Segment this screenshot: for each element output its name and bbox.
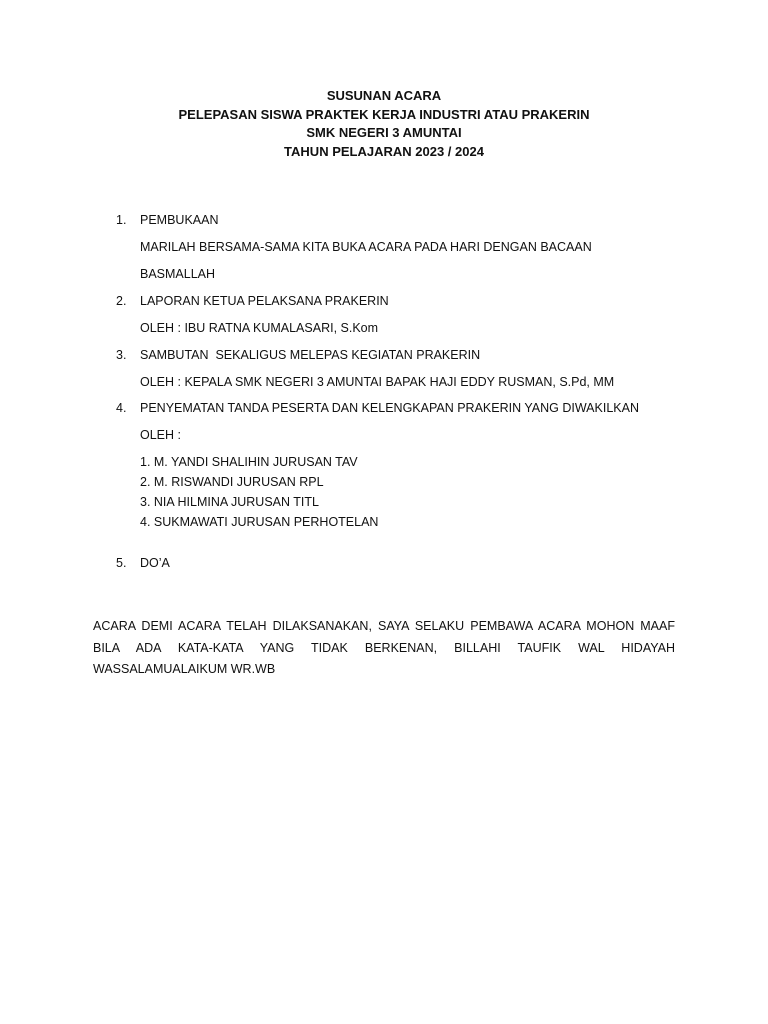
item-number: 4. — [116, 401, 127, 415]
title-line-3: SMK NEGERI 3 AMUNTAI — [306, 125, 462, 140]
item-title: SAMBUTAN SEKALIGUS MELEPAS KEGIATAN PRAKERIN — [140, 348, 481, 362]
item-detail: OLEH : — [140, 428, 181, 442]
representative-item: 3. NIA HILMINA JURUSAN TITL — [140, 495, 319, 509]
title-line-1: SUSUNAN ACARA — [326, 88, 442, 103]
title-line-2: PELEPASAN SISWA PRAKTEK KERJA INDUSTRI ATAU PRAKERIN — [178, 106, 590, 122]
item-title: PENYEMATAN TANDA PESERTA DAN KELENGKAPAN PRAKERIN YANG DIWAKILKAN — [140, 401, 639, 415]
item-detail: MARILAH BERSAMA-SAMA KITA BUKA ACARA PADA HARI DENGAN BACAAN — [140, 240, 592, 254]
representative-item: 1. M. YANDI SHALIHIN JURUSAN TAV — [140, 455, 358, 469]
representative-item: 2. M. RISWANDI JURUSAN RPL — [140, 475, 324, 489]
item-title: LAPORAN KETUA PELAKSANA PRAKERIN — [140, 294, 389, 308]
item-number: 5. — [116, 556, 127, 570]
title-line-4: TAHUN PELAJARAN 2023 / 2024 — [284, 143, 484, 159]
document-title — [0, 87, 768, 161]
item-number: 3. — [116, 348, 127, 362]
item-detail: OLEH : IBU RATNA KUMALASARI, S.Kom — [140, 321, 379, 335]
representative-item: 4. SUKMAWATI JURUSAN PERHOTELAN — [140, 515, 379, 529]
item-number: 1. — [116, 213, 127, 227]
item-detail: OLEH : KEPALA SMK NEGERI 3 AMUNTAI BAPAK HAJI EDDY RUSMAN, S.Pd, MM — [140, 375, 615, 389]
item-detail: BASMALLAH — [140, 267, 216, 281]
item-title: DO’A — [140, 556, 170, 570]
closing-paragraph: ACARA DEMI ACARA TELAH DILAKSANAKAN, SAYA SELAKU PEMBAWA ACARA MOHON MAAF BILA ADA KATA-KATA YANG TIDAK BERKENAN, BILLAHI TAUFIK WAL HIDAYAH WASSALAMUALAIKUM WR.WB — [93, 619, 675, 676]
item-title: PEMBUKAAN — [140, 213, 219, 227]
item-number: 2. — [116, 294, 127, 308]
